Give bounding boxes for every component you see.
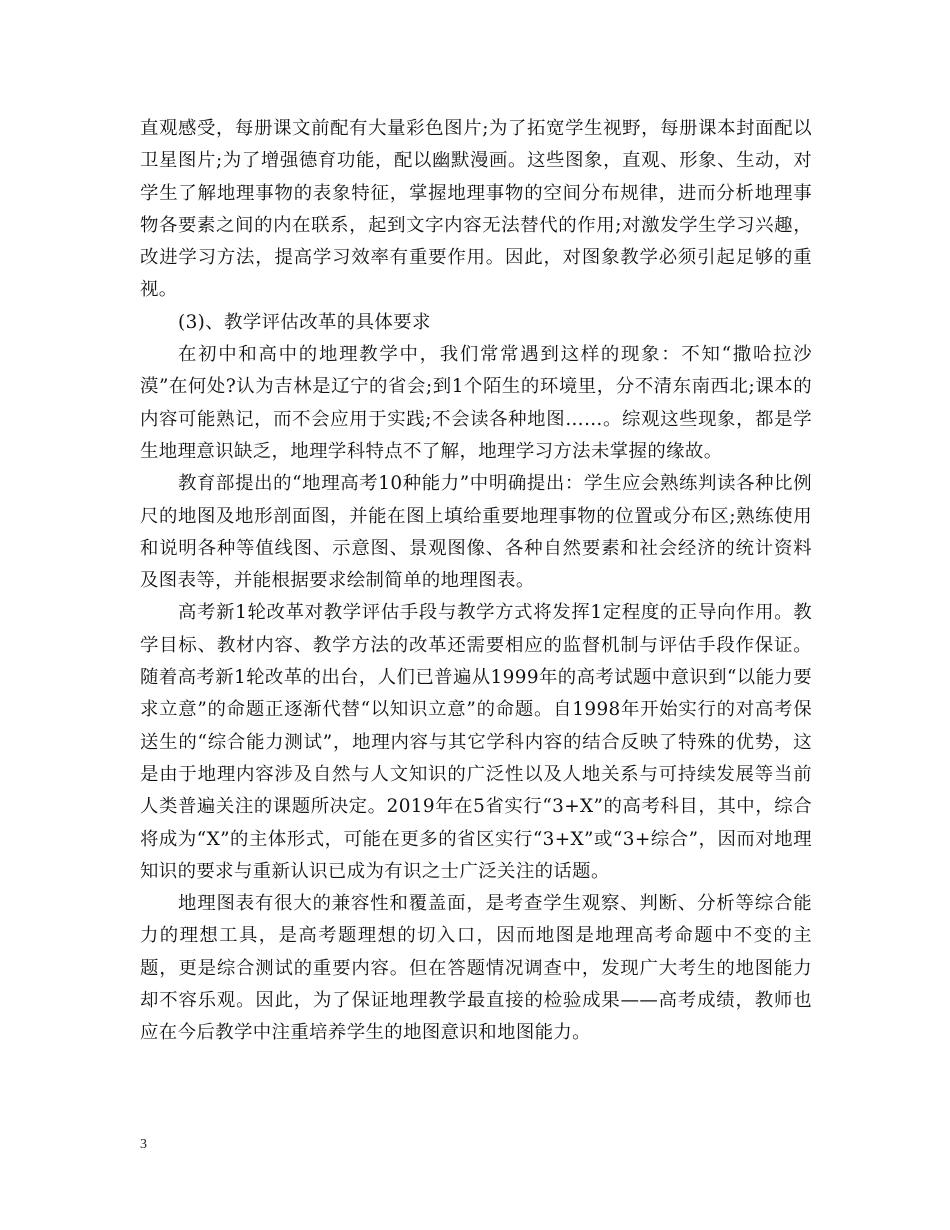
document-body — [140, 113, 812, 1050]
paragraph: 教育部提出的“地理高考10种能力”中明确提出：学生应会熟练判读各种比例尺的地图及地形剖面图，并能在图上填给重要地理事物的位置或分布区;熟练使用和说明各种等值线图、示意图、景观图像、各种自然要素和社会经济的统计资料及图表等，并能根据要求绘制简单的地理图表。 — [140, 473, 812, 592]
paragraph: 高考新1轮改革对教学评估手段与教学方式将发挥1定程度的正导向作用。教学目标、教材内容、教学方法的改革还需要相应的监督机制与评估手段作保证。随着高考新1轮改革的出台，人们已普遍从1999年的高考试题中意识到“以能力要求立意”的命题正逐渐代替“以知识立意”的命题。自1998年开始实行的对高考保送生的“综合能力测试”，地理内容与其它学科内容的结合反映了特殊的优势，这是由于地理内容涉及自然与人文知识的广泛性以及人地关系与可持续发展等当前人类普遍关注的课题所决定。2019年在5省实行“3+X”的高考科目，其中，综合将成为“X”的主体形式，可能在更多的省区实行“3+X”或“3+综合”，因而对地理知识的要求与重新认识已成为有识之士广泛关注的话题。 — [140, 602, 812, 882]
paragraph: 在初中和高中的地理教学中，我们常常遇到这样的现象：不知“撒哈拉沙漠”在何处?认为吉林是辽宁的省会;到1个陌生的环境里，分不清东南西北;课本的内容可能熟记，而不会应用于实践;不会读各种地图……。综观这些现象，都是学生地理意识缺乏，地理学科特点不了解，地理学习方法未掌握的缘故。 — [140, 344, 812, 462]
paragraph: 地理图表有很大的兼容性和覆盖面，是考查学生观察、判断、分析等综合能力的理想工具，是高考题理想的切入口，因而地图是地理高考命题中不变的主题，更是综合测试的重要内容。但在答题情况调查中，发现广大考生的地图能力却不容乐观。因此，为了保证地理教学最直接的检验成果——高考成绩，教师也应在今后教学中注重培养学生的地图意识和地图能力。 — [140, 893, 812, 1044]
paragraph-continued: 直观感受，每册课文前配有大量彩色图片;为了拓宽学生视野，每册课本封面配以卫星图片;为了增强德育功能，配以幽默漫画。这些图象，直观、形象、生动，对学生了解地理事物的表象特征，掌握地理事物的空间分布规律，进而分析地理事物各要素之间的内在联系，起到文字内容无法替代的作用;对激发学生学习兴趣，改进学习方法，提高学习效率有重要作用。因此，对图象教学必须引起足够的重视。 — [140, 118, 812, 301]
section-heading: (3)、教学评估改革的具体要求 — [178, 311, 431, 333]
page-number: 3 — [140, 1137, 147, 1152]
